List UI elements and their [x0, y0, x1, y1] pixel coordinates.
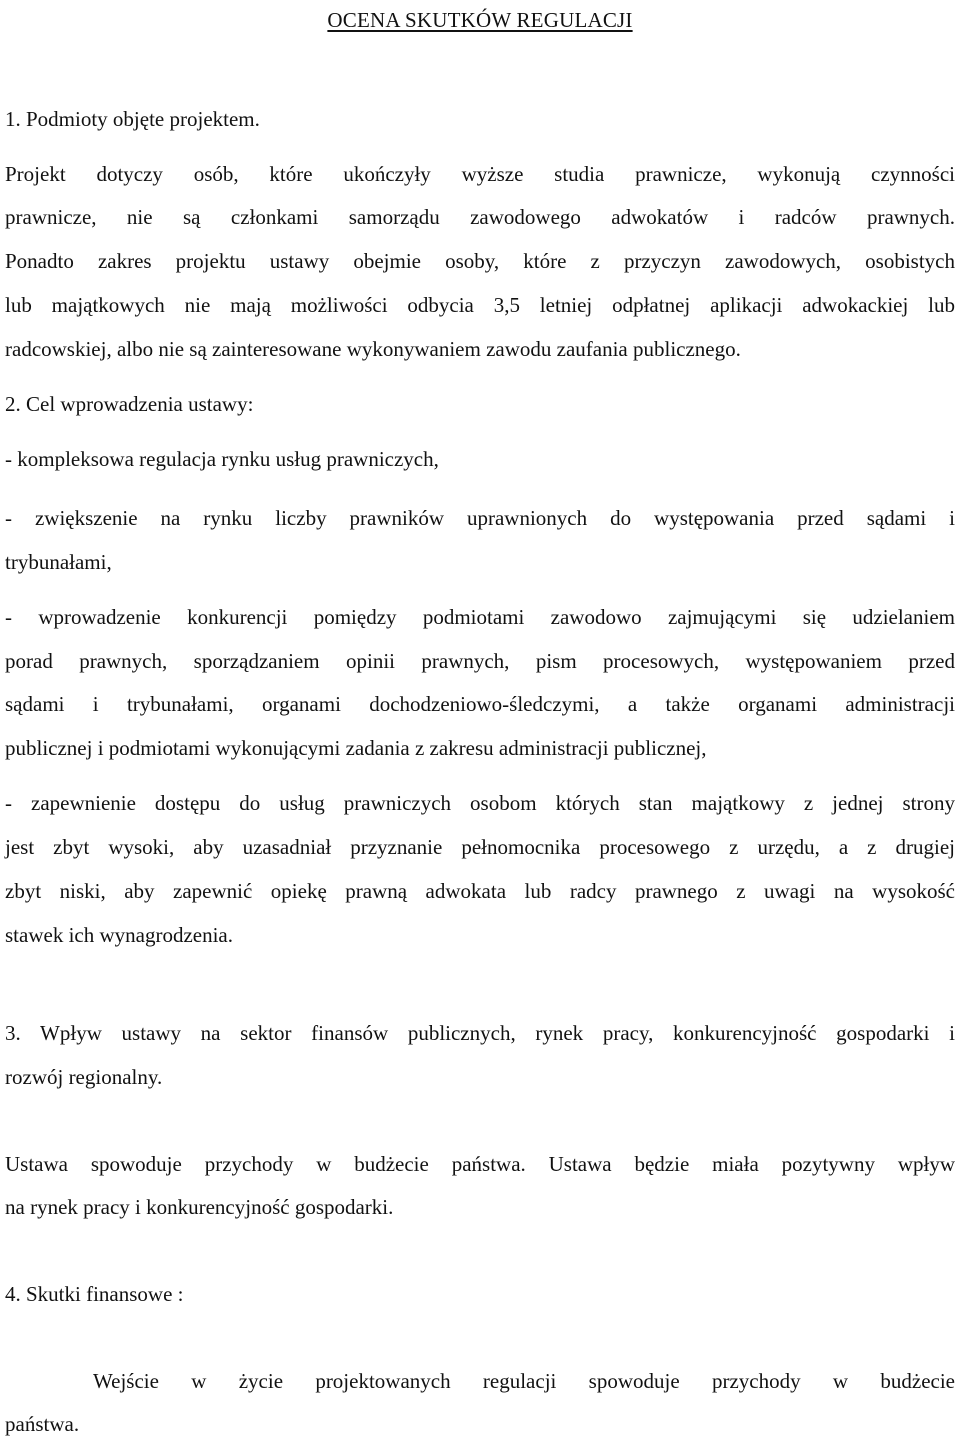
goal-item-3-line: publicznej i podmiotami wykonującymi zadania z zakresu administracji publicznej,	[5, 736, 707, 760]
goal-item-3-line: sądami i trybunałami, organami dochodzeniowo-śledczymi, a także organami administracji	[5, 692, 955, 716]
goal-item-1: - kompleksowa regulacja rynku usług prawniczych,	[5, 447, 439, 471]
section-3-heading-line: rozwój regionalny.	[5, 1065, 163, 1089]
section-1-paragraph-line: lub majątkowych nie mają możliwości odbycia 3,5 letniej odpłatnej aplikacji adwokackiej lub	[5, 293, 955, 317]
section-1-heading: 1. Podmioty objęte projektem.	[5, 107, 260, 131]
section-1-paragraph-line: Ponadto zakres projektu ustawy obejmie osoby, które z przyczyn zawodowych, osobistych	[5, 249, 955, 273]
section-1-paragraph-line: prawnicze, nie są członkami samorządu zawodowego adwokatów i radców prawnych.	[5, 205, 955, 229]
section-3-paragraph-line: Ustawa spowoduje przychody w budżecie państwa. Ustawa będzie miała pozytywny wpływ	[5, 1152, 955, 1176]
goal-item-3-line: - wprowadzenie konkurencji pomiędzy podmiotami zawodowo zajmującymi się udzielaniem	[5, 605, 955, 629]
section-4-paragraph-line: państwa.	[5, 1412, 80, 1436]
section-3-heading-line: 3. Wpływ ustawy na sektor finansów publicznych, rynek pracy, konkurencyjność gospodarki i	[5, 1021, 955, 1045]
goal-item-4-line: zbyt niski, aby zapewnić opiekę prawną adwokata lub radcy prawnego z uwagi na wysokość	[5, 879, 955, 903]
document-title: OCENA SKUTKÓW REGULACJI	[327, 8, 633, 32]
goal-item-4-line: - zapewnienie dostępu do usług prawniczych osobom których stan majątkowy z jednej strony	[5, 791, 955, 815]
goal-item-4-line: stawek ich wynagrodzenia.	[5, 923, 233, 947]
section-4-paragraph-line: Wejście w życie projektowanych regulacji spowoduje przychody w budżecie	[93, 1369, 955, 1393]
section-4-heading: 4. Skutki finansowe :	[5, 1282, 184, 1306]
section-1-paragraph-line: Projekt dotyczy osób, które ukończyły wyższe studia prawnicze, wykonują czynności	[5, 162, 955, 186]
section-2-heading: 2. Cel wprowadzenia ustawy:	[5, 392, 254, 416]
goal-item-2-line: trybunałami,	[5, 550, 112, 574]
section-1-paragraph-line: radcowskiej, albo nie są zainteresowane wykonywaniem zawodu zaufania publicznego.	[5, 337, 741, 361]
goal-item-2-line: - zwiększenie na rynku liczby prawników uprawnionych do występowania przed sądami i	[5, 506, 955, 530]
goal-item-4-line: jest zbyt wysoki, aby uzasadniał przyznanie pełnomocnika procesowego z urzędu, a z drugiej	[5, 835, 955, 859]
section-3-paragraph-line: na rynek pracy i konkurencyjność gospodarki.	[5, 1195, 394, 1219]
goal-item-3-line: porad prawnych, sporządzaniem opinii prawnych, pism procesowych, występowaniem przed	[5, 649, 955, 673]
